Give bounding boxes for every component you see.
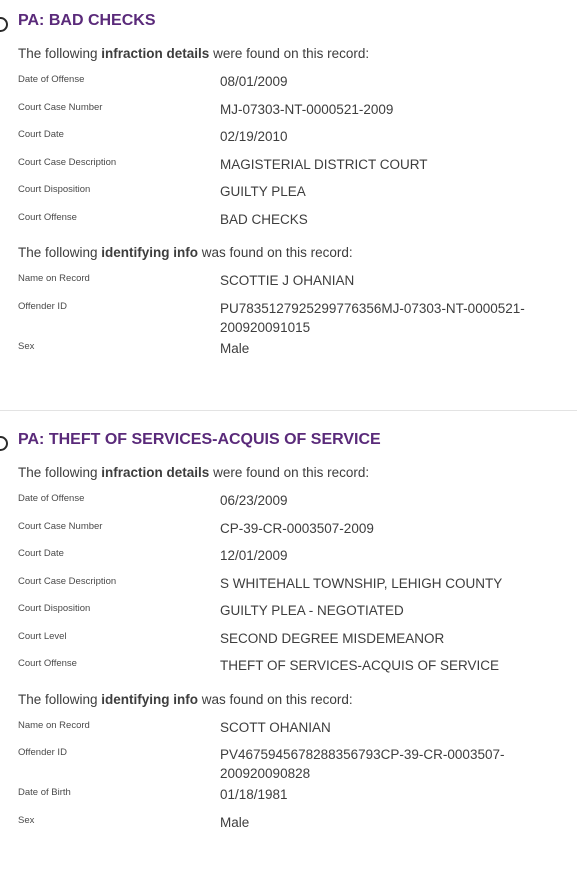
intro-text: was found on this record: (198, 245, 353, 260)
detail-label: Court Offense (18, 211, 77, 223)
detail-value: GUILTY PLEA - NEGOTIATED (220, 603, 404, 618)
criminal-record-card (0, 410, 577, 838)
detail-value: THEFT OF SERVICES-ACQUIS OF SERVICE (220, 658, 500, 673)
detail-label: Offender ID (18, 747, 67, 758)
detail-value: CP-39-CR-0003507-2009 (220, 520, 374, 536)
detail-value: PU783512792529977635​6MJ-07303-NT-0000521-200920091015 (220, 300, 525, 335)
detail-label: Court Offense (18, 658, 77, 669)
detail-row (18, 70, 577, 98)
identity-details (18, 269, 577, 364)
detail-value: 02/19/2010 (220, 129, 288, 144)
intro-text: were found on this record: (209, 465, 370, 480)
detail-row (18, 180, 577, 208)
detail-row (18, 98, 577, 126)
intro-text: The following (18, 691, 102, 707)
detail-row (18, 743, 577, 783)
detail-row (18, 208, 577, 236)
detail-value: SCOTTIE J OHANIAN (220, 273, 355, 288)
detail-label: Court Disposition (18, 603, 91, 614)
detail-value: 01/18/1981 (220, 787, 288, 802)
detail-row (18, 572, 577, 600)
detail-value: 08/01/2009 (220, 74, 288, 89)
detail-label: Court Case Number (18, 101, 103, 113)
record-title (18, 429, 577, 451)
detail-row (18, 599, 577, 627)
detail-value: Male (220, 814, 250, 830)
timeline-dot-icon (0, 436, 8, 451)
detail-value: GUILTY PLEA (220, 184, 306, 199)
detail-label: Court Disposition (18, 184, 91, 195)
detail-label: Date of Offense (18, 493, 85, 504)
detail-label: Court Date (18, 129, 64, 140)
infraction-details (18, 70, 577, 235)
detail-value: MAGISTERIAL DISTRICT COURT (220, 156, 428, 172)
identity-intro (18, 690, 577, 710)
detail-label: Court Case Description (18, 156, 117, 168)
detail-value: SECOND DEGREE MISDEMEANOR (220, 630, 445, 646)
record-state: PA: (18, 431, 45, 448)
intro-bold: infraction details (101, 46, 210, 61)
detail-label: Date of Offense (18, 74, 85, 85)
detail-label: Offender ID (18, 300, 67, 312)
detail-label: Court Case Description (18, 575, 117, 587)
intro-text: The following (18, 245, 102, 260)
detail-row (18, 544, 577, 572)
detail-row (18, 627, 577, 655)
detail-value: BAD CHECKS (220, 211, 308, 227)
intro-text: was found on this record: (198, 691, 353, 707)
detail-value: S WHITEHALL TOWNSHIP, LEHIGH COUNTY (220, 575, 503, 591)
detail-value: 12/01/2009 (220, 548, 288, 563)
infraction-intro (18, 44, 577, 64)
detail-row (18, 153, 577, 181)
detail-label: Name on Record (18, 273, 90, 284)
record-state: PA: (18, 12, 45, 29)
detail-label: Sex (18, 340, 35, 352)
detail-row (18, 517, 577, 545)
identity-intro (18, 243, 577, 263)
infraction-intro (18, 463, 577, 483)
detail-value: SCOTT OHANIAN (220, 719, 331, 735)
detail-row (18, 654, 577, 682)
intro-text: The following (18, 46, 102, 61)
record-offense: BAD CHECKS (48, 12, 156, 29)
detail-row (18, 297, 577, 337)
detail-row (18, 269, 577, 297)
detail-value: PV4675945678288356793CP-39-CR-0003507-200920090828 (220, 747, 505, 781)
intro-text: The following (18, 465, 102, 480)
detail-row (18, 489, 577, 517)
detail-label: Date of Birth (18, 787, 71, 798)
detail-row (18, 811, 577, 839)
identity-details (18, 716, 577, 839)
detail-label: Court Level (18, 630, 67, 642)
detail-value: MJ-07303-NT-0000521-2009 (220, 101, 394, 117)
infraction-details (18, 489, 577, 682)
intro-bold: identifying info (101, 691, 199, 707)
detail-value: Male (220, 340, 250, 356)
detail-label: Court Case Number (18, 520, 103, 532)
detail-row (18, 783, 577, 811)
detail-label: Court Date (18, 548, 64, 559)
detail-row (18, 125, 577, 153)
detail-label: Name on Record (18, 719, 90, 731)
record-offense: THEFT OF SERVICES-ACQUIS OF SERVICE (48, 431, 381, 448)
record-title (18, 10, 577, 32)
criminal-record-card (0, 0, 577, 410)
detail-label: Sex (18, 814, 35, 826)
timeline-dot-icon (0, 17, 8, 32)
detail-value: 06/23/2009 (220, 493, 288, 508)
detail-row (18, 337, 577, 365)
intro-text: were found on this record: (209, 46, 370, 61)
intro-bold: infraction details (101, 465, 210, 480)
intro-bold: identifying info (101, 245, 199, 260)
detail-row (18, 716, 577, 744)
